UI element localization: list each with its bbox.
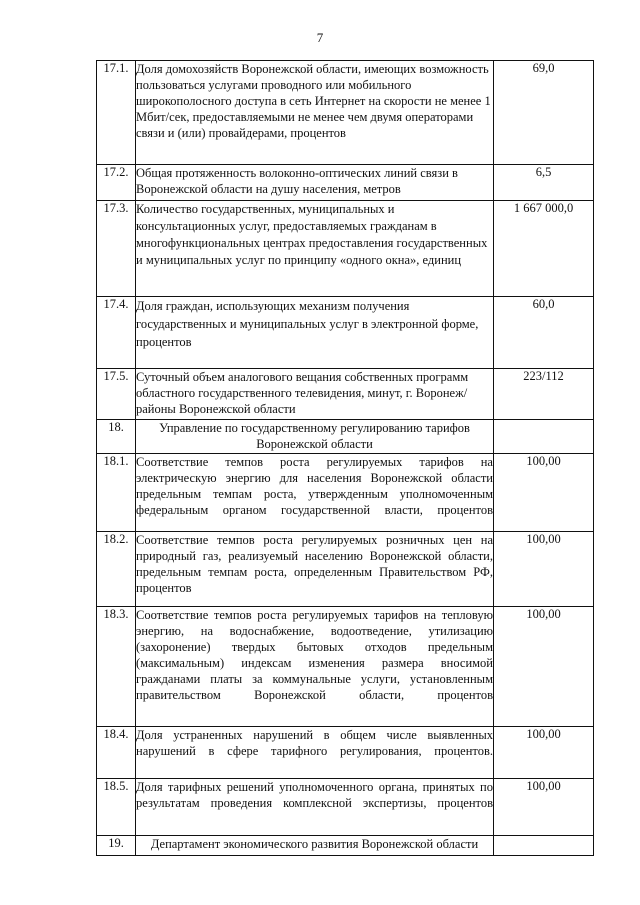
row-value: 6,5 [494,165,594,201]
table-row [97,201,594,297]
table-row [97,420,594,454]
indicators-table [96,60,594,856]
row-number: 17.4. [97,297,136,369]
row-value: 100,00 [494,454,594,532]
row-description: Доля устраненных нарушений в общем числе выявленных нарушений в сфере тарифного регулирования, процентов. [136,727,494,779]
row-number: 17.1. [97,61,136,165]
section-number: 19. [97,836,136,856]
row-description: Общая протяженность волоконно-оптических линий связи в Воронежской области на душу населения, метров [136,165,494,201]
section-number: 18. [97,420,136,454]
row-number: 17.2. [97,165,136,201]
row-description: Доля граждан, использующих механизм получения государственных и муниципальных услуг в электронной форме, процентов [136,297,494,369]
page-number: 7 [316,30,324,45]
row-number: 18.2. [97,532,136,607]
row-value [494,420,594,454]
row-number: 18.1. [97,454,136,532]
table-row [97,532,594,607]
row-value: 69,0 [494,61,594,165]
row-number: 18.4. [97,727,136,779]
row-description: Соответствие темпов роста регулируемых розничных цен на природный газ, реализуемый населению Воронежской области, предельным темпам роста, определенным Правительством РФ, процентов [136,532,494,607]
row-description: Суточный объем аналогового вещания собственных программ областного государственного телевидения, минут, г. Воронеж/районы Воронежской области [136,369,494,420]
section-title: Управление по государственному регулированию тарифов Воронежской области [136,420,494,454]
table-row [97,727,594,779]
row-description: Доля тарифных решений уполномоченного органа, принятых по результатам проведения комплексной экспертизы, процентов [136,779,494,836]
row-value: 60,0 [494,297,594,369]
table-row [97,165,594,201]
table-row [97,369,594,420]
section-title: Департамент экономического развития Воронежской области [136,836,494,856]
row-value: 100,00 [494,779,594,836]
row-description: Доля домохозяйств Воронежской области, имеющих возможность пользоваться услугами проводного или мобильного широкополосного доступа в сеть Интернет на скорости не менее 1 Мбит/сек, предоставляемыми не менее чем двумя операторами связи и (или) провайдерами, процентов [136,61,494,165]
row-description: Соответствие темпов роста регулируемых тарифов на тепловую энергию, на водоснабжение, водоотведение, утилизацию (захоронение) твердых бытовых отходов предельным (максимальным) индексам изменения размера вносимой гражданами платы за коммунальные услуги, установленным правительством Воронежской области, процентов [136,607,494,727]
table-row [97,607,594,727]
table-row [97,779,594,836]
table-row [97,454,594,532]
row-description: Соответствие темпов роста регулируемых тарифов на электрическую энергию для населения Воронежской области предельным темпам роста, утвержденным уполномоченным федеральным органом государственной власти, процентов [136,454,494,532]
row-value: 100,00 [494,607,594,727]
table-row [97,836,594,856]
row-number: 18.3. [97,607,136,727]
table-row [97,61,594,165]
row-value: 100,00 [494,532,594,607]
row-value: 1 667 000,0 [494,201,594,297]
row-description: Количество государственных, муниципальных и консультационных услуг, предоставляемых гражданам в многофункциональных центрах предоставления государственных и муниципальных услуг по принципу «одного окна», единиц [136,201,494,297]
row-value: 100,00 [494,727,594,779]
row-value [494,836,594,856]
row-number: 18.5. [97,779,136,836]
table-row [97,297,594,369]
row-number: 17.5. [97,369,136,420]
row-number: 17.3. [97,201,136,297]
row-value: 223/112 [494,369,594,420]
